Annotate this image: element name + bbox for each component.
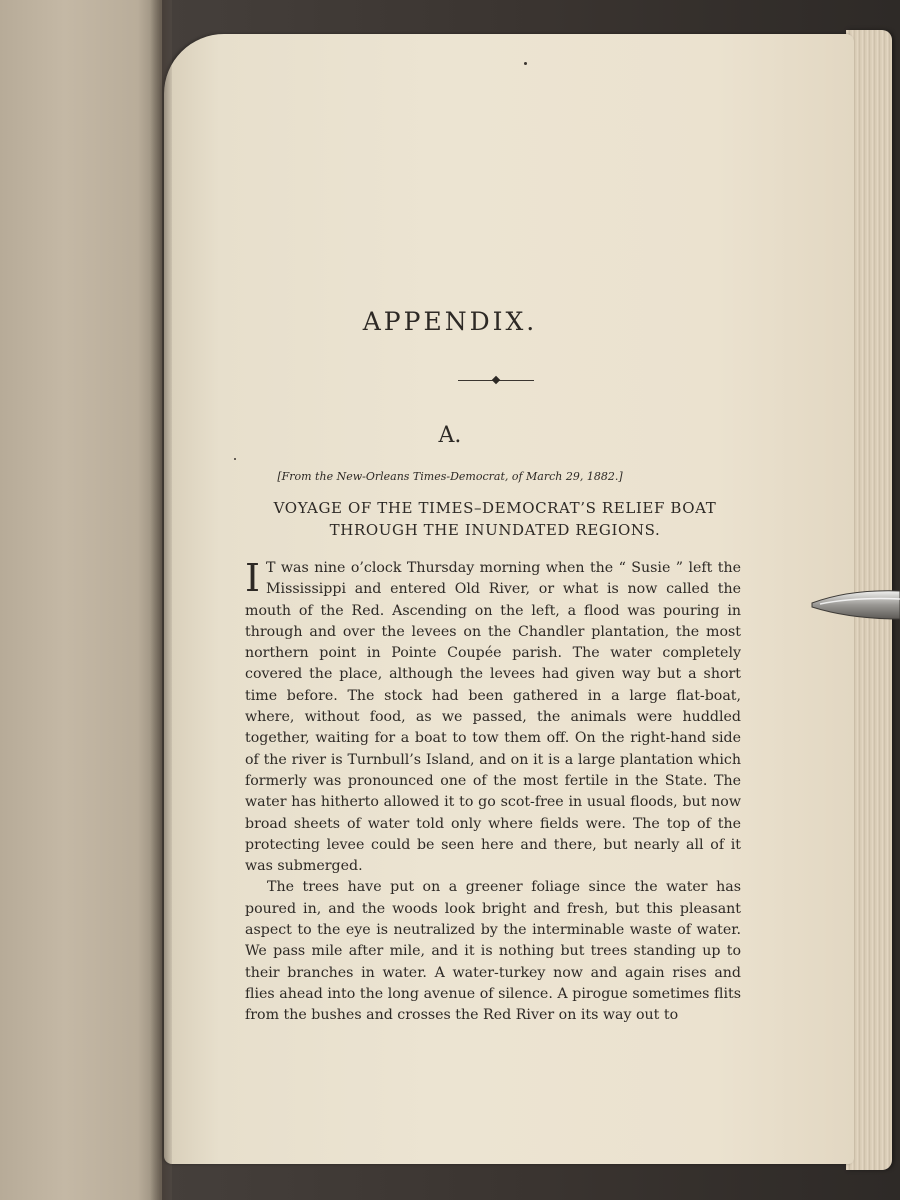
paper-speck: [234, 458, 236, 460]
book-gutter: [150, 0, 172, 1200]
ornament-divider: [458, 379, 534, 383]
paper-speck: [524, 62, 527, 65]
paragraph-1-text: T was nine o’clock Thursday morning when the “ Susie ” left the Mississippi and entered Old River, or what is now called the mouth of the Red. Ascending on the left, a flood was pouring in through and over the levees on the Chandler plantation, the most northern point in Pointe Coupée parish. The water completely covered the place, although the levees had given way but a short time before. The stock had been gathered in a large flat-boat, where, without food, as we passed, the animals were huddled together, waiting for a boat to tow them off. On the right-hand side of the river is Turnbull’s Island, and on it is a large plantation which formerly was pronounced one of the most fertile in the State. The water has hitherto allowed it to go scot-free in usual floods, but now broad sheets of water told only where fields were. The top of the protecting levee could be seen here and there, but nearly all of it was submerged.: [245, 560, 741, 875]
paragraph-1: [245, 558, 741, 877]
section-letter: A.: [438, 423, 462, 448]
left-page: [0, 0, 162, 1200]
article-body: [245, 558, 741, 1027]
paragraph-2: The trees have put on a greener foliage since the water has poured in, and the woods look bright and fresh, but this pleasant aspect to the eye is neutralized by the interminable waste of water. We pass mile after mile, and it is nothing but trees standing up to their branches in water. A water-turkey now and again rises and flies ahead into the long avenue of silence. A pirogue sometimes flits from the bushes and crosses the Red River on its way out to: [245, 879, 741, 1024]
headline-line-1: VOYAGE OF THE TIMES–DEMOCRAT’S RELIEF BOAT: [273, 499, 717, 517]
source-note: [From the New-Orleans Times-Democrat, of March 29, 1882.]: [277, 470, 623, 483]
headline-line-2: THROUGH THE INUNDATED REGIONS.: [329, 521, 661, 539]
bookmark-clip: [810, 585, 900, 625]
page-title: APPENDIX.: [362, 307, 538, 336]
drop-cap: I: [245, 556, 261, 600]
article-headline: [245, 497, 745, 541]
